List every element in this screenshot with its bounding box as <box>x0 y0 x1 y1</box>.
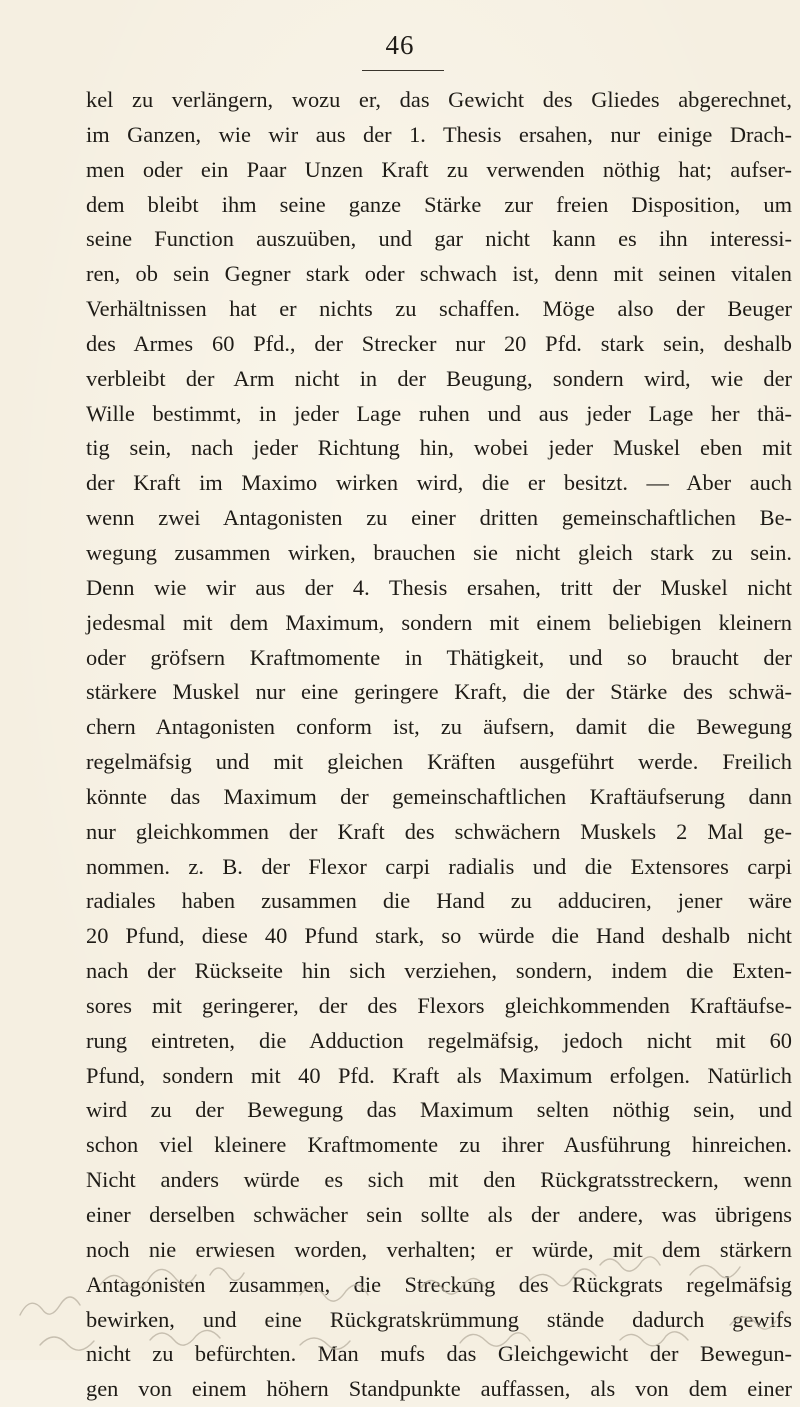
text-line-34: noch nie erwiesen worden, verhalten; er würde, mit dem stärkern <box>86 1236 792 1262</box>
text-line-22: nur gleichkommen der Kraft des schwächern Muskels 2 Mal ge- <box>86 818 792 844</box>
text-line-23: nommen. z. B. der Flexor carpi radialis und die Extensores carpi <box>86 853 792 879</box>
text-line-15: Denn wie wir aus der 4. Thesis ersahen, tritt der Muskel nicht <box>86 574 792 600</box>
page-number: 46 <box>385 30 415 60</box>
text-line-28: rung eintreten, die Adduction regelmäfsig, jedoch nicht mit 60 <box>86 1027 792 1053</box>
text-line-25: 20 Pfund, diese 40 Pfund stark, so würde die Hand deshalb nicht <box>86 923 792 949</box>
text-line-21: könnte das Maximum der gemeinschaftlichen Kraftäufserung dann <box>86 783 792 809</box>
text-line-16: jedesmal mit dem Maximum, sondern mit einem beliebigen kleinern <box>86 609 792 635</box>
text-line-20: regelmäfsig und mit gleichen Kräften ausgeführt werde. Freilich <box>86 749 792 775</box>
text-line-3: men oder ein Paar Unzen Kraft zu verwenden nöthig hat; aufser- <box>86 156 792 182</box>
text-line-24: radiales haben zusammen die Hand zu adduciren, jener wäre <box>86 888 792 914</box>
text-line-36: bewirken, und eine Rückgratskrümmung stände dadurch gewifs <box>86 1306 792 1332</box>
text-line-38: gen von einem höhern Standpunkte auffassen, als von dem einer <box>86 1376 792 1402</box>
text-line-31: schon viel kleinere Kraftmomente zu ihrer Ausführung hinreichen. <box>86 1132 792 1158</box>
text-line-4: dem bleibt ihm seine ganze Stärke zur freien Disposition, um <box>86 191 792 217</box>
text-line-32: Nicht anders würde es sich mit den Rückgratsstreckern, wenn <box>86 1167 792 1193</box>
text-line-26: nach der Rückseite hin sich verziehen, sondern, indem die Exten- <box>86 958 792 984</box>
body-text <box>86 83 792 1407</box>
text-line-9: verbleibt der Arm nicht in der Beugung, sondern wird, wie der <box>86 365 792 391</box>
handwriting-bleed-through <box>0 1245 800 1360</box>
text-line-18: stärkere Muskel nur eine geringere Kraft, die der Stärke des schwä- <box>86 679 792 705</box>
text-line-6: ren, ob sein Gegner stark oder schwach ist, denn mit seinen vitalen <box>86 261 792 287</box>
text-line-2: im Ganzen, wie wir aus der 1. Thesis ersahen, nur einige Drach- <box>86 121 792 147</box>
text-line-13: wenn zwei Antagonisten zu einer dritten gemeinschaftlichen Be- <box>86 505 792 531</box>
header-rule <box>362 70 444 71</box>
text-line-14: wegung zusammen wirken, brauchen sie nicht gleich stark zu sein. <box>86 539 792 565</box>
text-line-37: nicht zu befürchten. Man mufs das Gleichgewicht der Bewegun- <box>86 1341 792 1367</box>
text-line-8: des Armes 60 Pfd., der Strecker nur 20 Pfd. stark sein, deshalb <box>86 330 792 356</box>
text-line-35: Antagonisten zusammen, die Streckung des Rückgrats regelmäfsig <box>86 1271 792 1297</box>
text-line-5: seine Function auszuüben, und gar nicht kann es ihn interessi- <box>86 226 792 252</box>
text-line-33: einer derselben schwächer sein sollte als der andere, was übrigens <box>86 1202 792 1227</box>
text-line-17: oder gröfsern Kraftmomente in Thätigkeit, und so braucht der <box>86 644 792 670</box>
text-line-7: Verhältnissen hat er nichts zu schaffen. Möge also der Beuger <box>86 296 792 322</box>
text-line-12: der Kraft im Maximo wirken wird, die er besitzt. — Aber auch <box>86 470 792 496</box>
text-line-10: Wille bestimmt, in jeder Lage ruhen und aus jeder Lage her thä- <box>86 400 792 426</box>
text-line-1: kel zu verlängern, wozu er, das Gewicht des Gliedes abgerechnet, <box>86 87 792 112</box>
handwriting-bleed-through-image <box>0 1245 800 1360</box>
text-line-29: Pfund, sondern mit 40 Pfd. Kraft als Maximum erfolgen. Natürlich <box>86 1062 792 1088</box>
text-line-19: chern Antagonisten conform ist, zu äufsern, damit die Bewegung <box>86 714 792 740</box>
text-line-30: wird zu der Bewegung das Maximum selten nöthig sein, und <box>86 1097 792 1123</box>
text-line-11: tig sein, nach jeder Richtung hin, wobei jeder Muskel eben mit <box>86 435 792 461</box>
text-line-27: sores mit geringerer, der des Flexors gleichkommenden Kraftäufse- <box>86 992 792 1018</box>
